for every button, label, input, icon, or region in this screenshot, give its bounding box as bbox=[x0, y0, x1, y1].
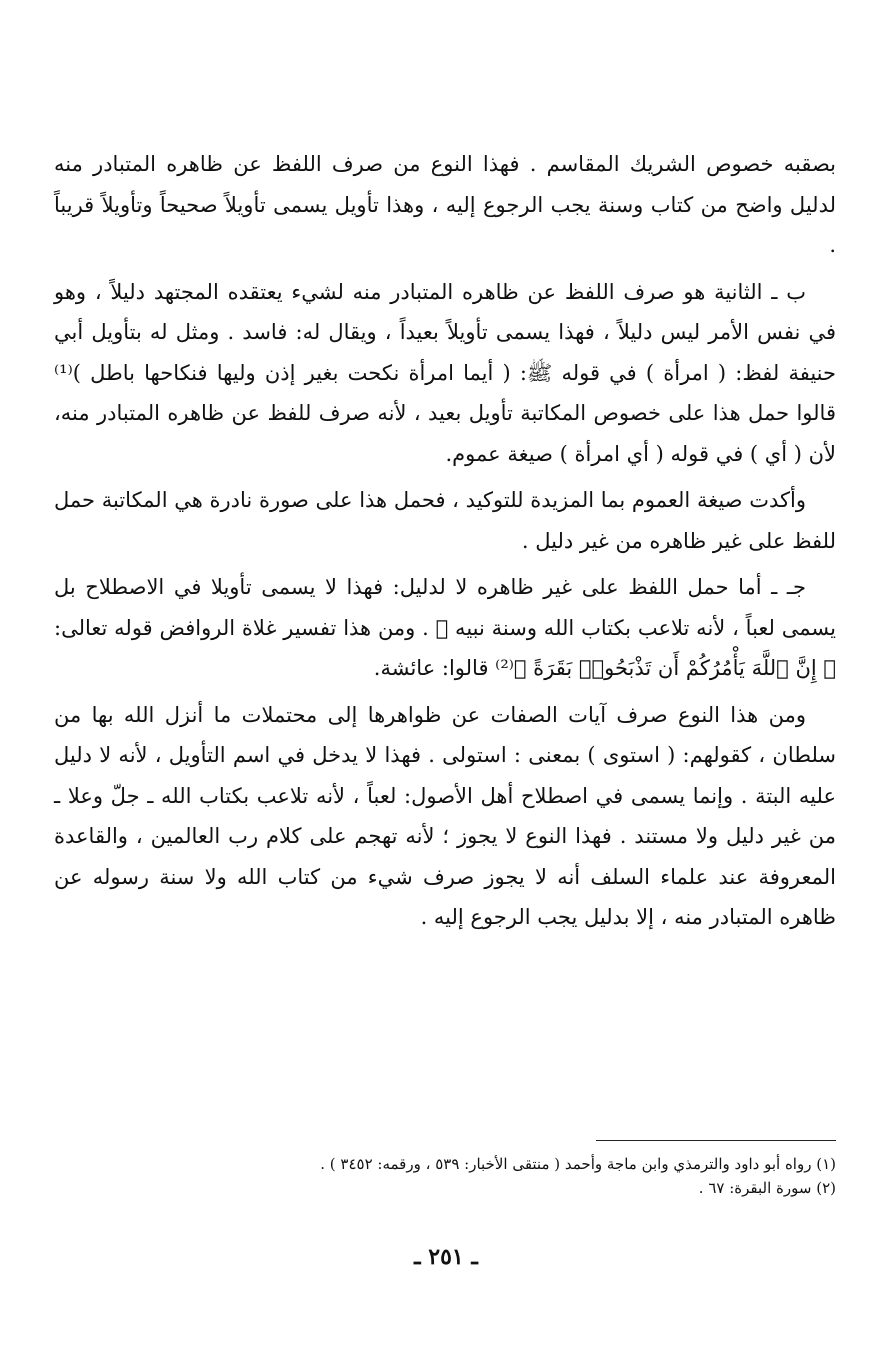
footnote-1: (١) رواه أبو داود والترمذي وابن ماجة وأحمد ( منتقى الأخبار: ٥٣٩ ، ورقمه: ٣٤٥٢ ) . bbox=[320, 1155, 836, 1173]
footnotes bbox=[54, 1152, 836, 1200]
paragraph-2-interpretation-type-b: ب ـ الثانية هو صرف اللفظ عن ظاهره المتبادر منه لشيء يعتقده المجتهد دليلاً ، وهو في نفس الأمر ليس دليلاً ، فهذا يسمى تأويلاً بعيداً ، ويقال له: فاسد . ومثل له بتأويل أبي حنيفة لفظ: ( امرأة ) في قوله ﷺ: ( أيما امرأة نكحت بغير إذن وليها فنكاحها باطل )⁽¹⁾ قالوا حمل هذا على خصوص المكاتبة تأويل بعيد ، لأنه صرف للفظ عن ظاهره المتبادر منه، لأن ( أي ) في قوله ( أي امرأة ) صيغة عموم. bbox=[54, 279, 836, 466]
paragraph-5: ومن هذا النوع صرف آيات الصفات عن ظواهرها إلى محتملات ما أنزل الله بها من سلطان ، كقولهم: ( استوى ) بمعنى : استولى . فهذا لا يدخل في اسم التأويل ، لأنه لا دليل عليه البتة . وإنما يسمى في اصطلاح أهل الأصول: لعباً ، لأنه تلاعب بكتاب الله ـ جلّ وعلا ـ من غير دليل ولا مستند . فهذا النوع لا يجوز ؛ لأنه تهجم على كلام رب العالمين ، والقاعدة المعروفة عند علماء السلف أنه لا يجوز صرف شيء من كتاب الله ولا سنة رسوله عن ظاهره المتبادر منه ، إلا بدليل يجب الرجوع إليه . bbox=[54, 702, 836, 929]
paragraph-4-interpretation-type-c: جـ ـ أما حمل اللفظ على غير ظاهره لا لدليل: فهذا لا يسمى تأويلا في الاصطلاح بل يسمى لعباً ، لأنه تلاعب بكتاب الله وسنة نبيه ﷺ . ومن هذا تفسير غلاة الروافض قوله تعالى: ﴿ إِنَّ ٱللَّهَ يَأْمُرُكُمْ أَن تَذْبَحُوا۟ بَقَرَةً ﴾⁽²⁾ قالوا: عائشة. bbox=[54, 575, 836, 680]
main-text bbox=[54, 144, 836, 938]
paragraph-3: وأكدت صيغة العموم بما المزيدة للتوكيد ، فحمل هذا على صورة نادرة هي المكاتبة حمل للفظ على غير ظاهره من غير دليل . bbox=[54, 488, 836, 553]
paragraph-1: بصقبه خصوص الشريك المقاسم . فهذا النوع من صرف اللفظ عن ظاهره المتبادر منه لدليل واضح من كتاب وسنة يجب الرجوع إليه ، وهذا تأويل يسمى تأويلاً صحيحاً وتأويلاً قريباً . bbox=[54, 152, 837, 257]
page-number: ـ ٢٥١ ـ bbox=[414, 1244, 478, 1270]
footnote-divider bbox=[596, 1140, 836, 1141]
footnote-2: (٢) سورة البقرة: ٦٧ . bbox=[698, 1179, 836, 1197]
